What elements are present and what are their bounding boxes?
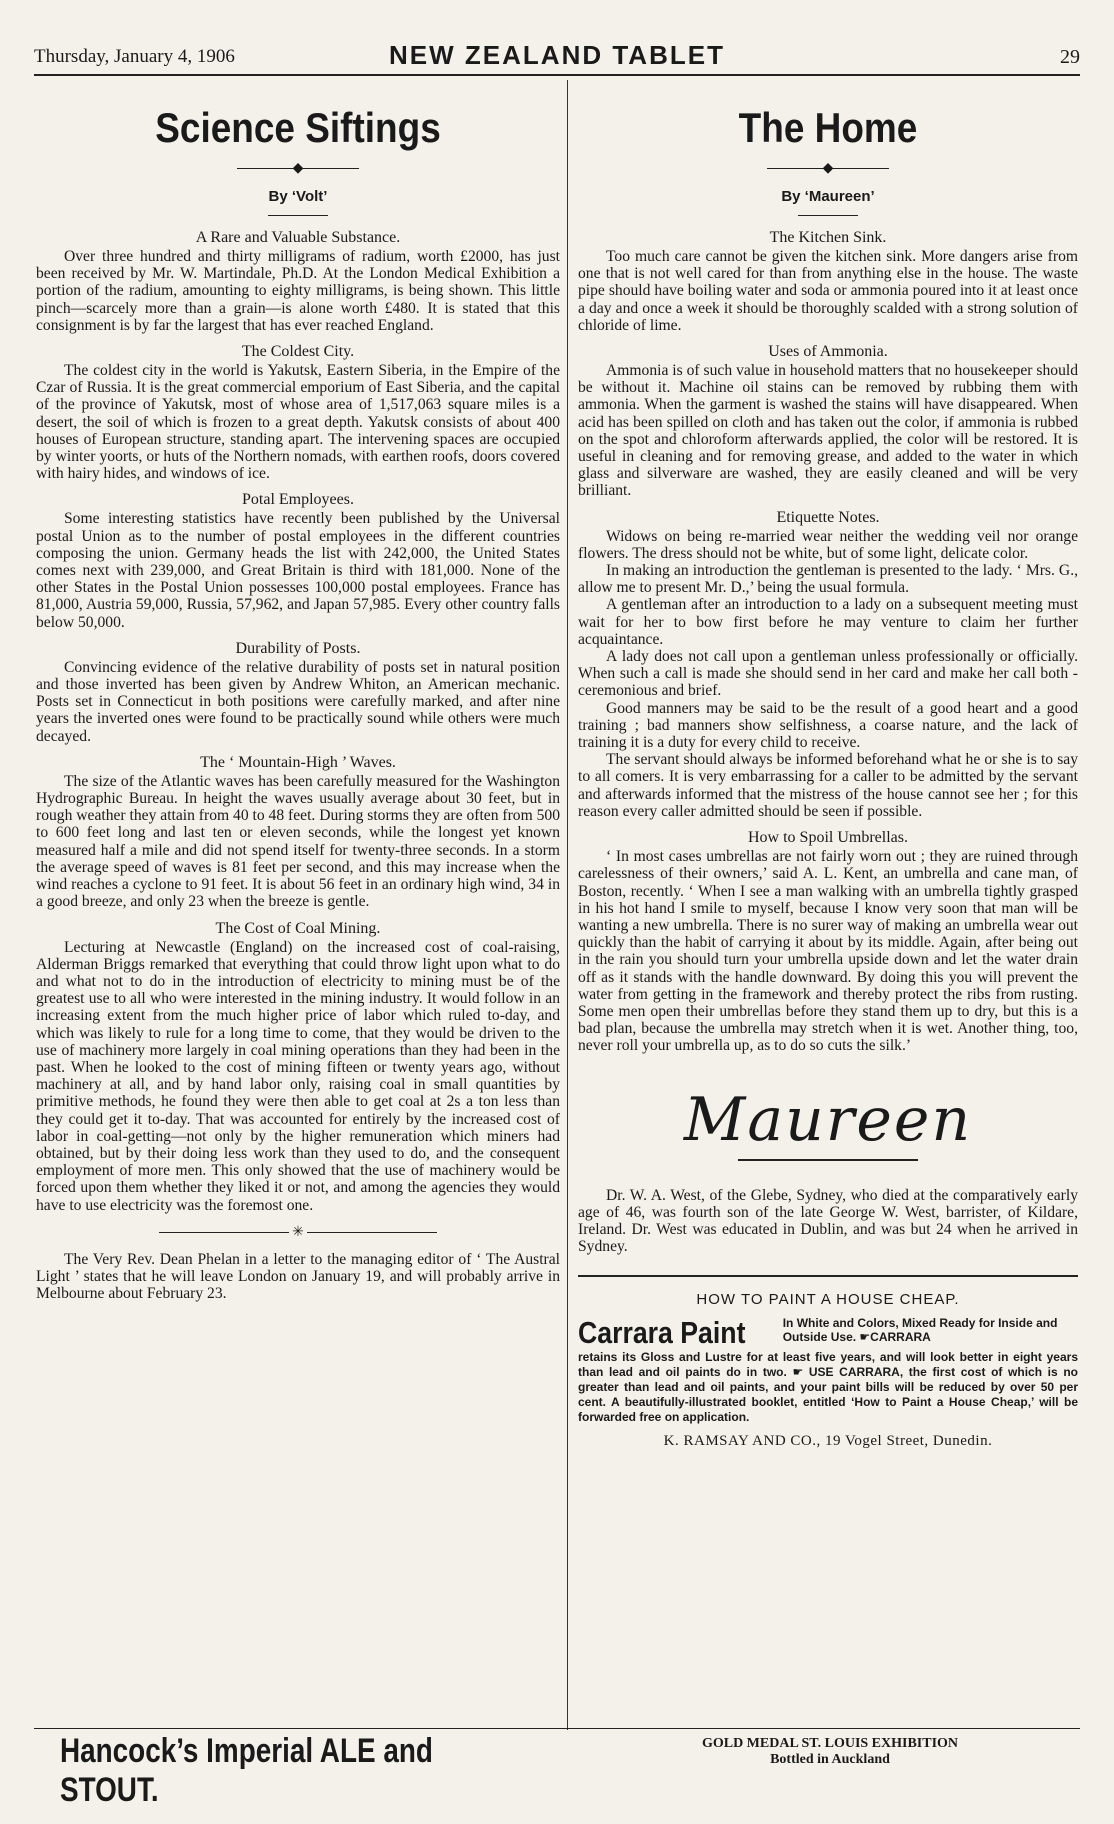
footer-bottled-line: Bottled in Auckland — [770, 1752, 890, 1767]
byline-rule — [798, 215, 858, 216]
article-section — [36, 490, 560, 630]
obituary-note: Dr. W. A. West, of the Glebe, Sydney, who died at the comparatively early age of 46, was fourth son of the late George W. West, barrister, of Kildare, Ireland. Dr. West was educated in Dublin, and was but 24 when he arrived in Sydney. — [578, 1186, 1078, 1256]
article-section — [36, 342, 560, 482]
footer-ale-ad: Hancock’s Imperial ALE and STOUT. — [60, 1732, 433, 1809]
article-section — [36, 753, 560, 911]
section-paragraph: ‘ In most cases umbrellas are not fairly worn out ; they are ruined through carelessness of their owners,’ said A. L. Kent, an umbrella and cane man, of Boston, recently. ‘ When I see a man walking with an umbrella tightly grasped in his hot hand I smile to myself, because I know very soon that man will be wanting a new umbrella. There is no surer way of making an umbrella wear out quickly than the habit of carrying it about by its middle. Again, after being out in the rain you should turn your umbrella upside down and let the water drain off as it stands with the handle downward. By doing this you will prevent the water from getting in the framework and thereby protect the ribs from rusting. Some men open their umbrellas before they stand them up to dry, but this is a bad plan, because the umbrella may stretch when it is wet. Another thing, too, never roll your umbrella up, as to do so cuts the silk.’ — [578, 848, 1078, 1055]
ad-body: retains its Gloss and Lustre for at least five years, and will look better in eight years than lead and oil paints do in two. ☛ USE CARRARA, the first cost of which is no greater than lead and oil paints, and your paint bills will be reduced by over 50 per cent. A beautifully-illustrated booklet, entitled ‘How to Paint a House Cheap,’ will be forwarded free on application. — [578, 1350, 1078, 1425]
page-header — [34, 40, 1080, 76]
byline: By ‘Volt’ — [268, 188, 328, 205]
byline: By ‘Maureen’ — [781, 188, 875, 205]
science-column — [36, 80, 560, 1302]
article-section — [36, 228, 560, 334]
diamond-icon: ◆ — [822, 161, 834, 176]
masthead: NEW ZEALAND TABLET — [389, 40, 725, 70]
footer-exhibition — [600, 1736, 1060, 1768]
section-paragraph: Too much care cannot be given the kitchen sink. More dangers arise from one that is not well cared for than from anything else in the house. The waste pipe should have boiling water and soda or ammonia poured into it at least once a day and once a week it should be thoroughly scalded with a strong solution of chloride of lime. — [578, 248, 1078, 334]
article-section — [578, 342, 1078, 500]
section-heading: Etiquette Notes. — [776, 508, 880, 526]
article-section — [578, 228, 1078, 334]
star-icon: ✳ — [292, 1224, 304, 1240]
section-paragraph: A lady does not call upon a gentleman unless professionally or officially. When such a call is made she should send in her card and make her call both - ceremonious and brief. — [578, 648, 1078, 700]
section-heading: Potal Employees. — [242, 491, 354, 509]
section-paragraph: Some interesting statistics have recently been published by the Universal postal Union as to the number of postal employees in the different countries composing the union. Germany heads the list with 242,000, the United States comes next with 239,000, and Great Britain is third with 181,000. None of the other States in the Postal Union possesses 100,000 postal employees. France has 81,000, Austria 59,000, Russia, 57,962, and Japan 57,985. Every other country falls below 50,000. — [36, 510, 560, 631]
footer-rule — [34, 1728, 1080, 1729]
section-paragraph: The size of the Atlantic waves has been carefully measured for the Washington Hydrographic Bureau. In height the waves usually average about 30 feet, but in rough weather they attain from 40 to 48 feet. During storms they are often from 500 to 600 feet long and last ten or eleven seconds, while the longest yet known measured half a mile and did not spend itself for twenty-three seconds. In a storm the average speed of waves is 81 feet per second, and this may increase when the wind reaches a cyclone to 91 feet. It is about 56 feet in an ordinary high wind, 34 in a good breeze, and only 23 when the breeze is gentle. — [36, 772, 560, 911]
section-paragraph: Convincing evidence of the relative durability of posts set in natural position and those inverted has been given by Andrew Whiton, an American mechanic. Posts set in Connecticut in both positions were carefully marked, and after nine years the inverted ones were found to be practically sound while others were much decayed. — [36, 658, 560, 745]
footer-exhibition-line: GOLD MEDAL ST. LOUIS EXHIBITION — [701, 1736, 959, 1751]
section-paragraph: The coldest city in the world is Yakutsk, Eastern Siberia, in the Empire of the Czar of Russia. It is the great commercial emporium of East Siberia, and the capital of the province of Yakutsk, most of whose area of 1,517,063 square miles is a desert, the soil of which is frozen to a great depth. Yakutsk consists of about 400 houses of European structure, standing apart. The intervening spaces are occupied by winter yoorts, or huts of the Northern nomads, with earthen roofs, doors covered with hairy hides, and windows of ice. — [36, 362, 560, 483]
section-paragraph: Widows on being re-married wear neither the wedding veil nor orange flowers. The dress should not be white, but of some light, delicate color. — [578, 527, 1078, 562]
section-heading: The Cost of Coal Mining. — [215, 919, 381, 937]
section-paragraph: A gentleman after an introduction to a lady on a subsequent meeting must wait for her to bow first before he may venture to claim her further acquaintance. — [578, 596, 1078, 648]
title-ornament — [578, 162, 1078, 176]
byline-rule — [268, 215, 328, 216]
signature-underline — [738, 1159, 918, 1161]
ad-headline: HOW TO PAINT A HOUSE CHEAP. — [696, 1291, 960, 1309]
column-title: Science Siftings — [155, 104, 441, 151]
section-paragraph: Good manners may be said to be the result of a good heart and a good training ; bad manners show selfishness, a coarse nature, and the lack of training it is a duty for every child to receive. — [578, 699, 1078, 752]
ad-side-text: In White and Colors, Mixed Ready for Inside and Outside Use. ☛CARRARA — [782, 1316, 1058, 1345]
section-heading: Uses of Ammonia. — [768, 343, 888, 361]
article-section — [578, 828, 1078, 1054]
paint-advertisement — [578, 1275, 1078, 1450]
section-paragraph: Lecturing at Newcastle (England) on the increased cost of coal-raising, Alderman Briggs remarked that everything that could throw light upon what to do and what not to do in the introduction of electricity to mining must be of the greatest use to all who were interested in the mining industry. It would follow in an increasing extent from the much higher price of labor which ruled to-day, and which was likely to rule for a long time to come, that they would be driven to the use of machinery more largely in coal mining operations than they had been in the past. When he looked to the cost of mining fifteen or twenty years ago, without machinery at all, and by hand labor only, raising coal in small quantities by primitive methods, he found they were then able to get coal at 2s a ton less than they could get it to-day. That was accounted for entirely by the increased cost of labor in coal-getting—not only by the higher remuneration which miners had obtained, but by their doing less work than they used to do, and the consequent employment of more men. This only showed that the use of machinery would be forced upon them whether they liked it or not, and among the agencies they would have to use electricity was the foremost one. — [36, 938, 560, 1214]
article-section — [36, 919, 560, 1214]
section-heading: A Rare and Valuable Substance. — [195, 229, 401, 246]
section-heading: The Coldest City. — [241, 343, 355, 361]
ad-firm: K. RAMSAY AND CO., 19 Vogel Street, Dunedin. — [663, 1433, 993, 1450]
section-paragraph: Ammonia is of such value in household matters that no housekeeper should be without it. Machine oil stains can be removed by rubbing them with ammonia. When the garment is washed the stains will have disappeared. When acid has been spilled on cloth and has taken out the color, if ammonia is rubbed on the spot and chloroform afterwards applied, the color will be restored. It is useful in cleaning and for removing grease, and added to the water in which glass and silverware are washed, they are easily cleaned and will be very brilliant. — [578, 362, 1078, 500]
article-section — [36, 639, 560, 745]
ad-brand: Carrara Paint — [578, 1315, 746, 1351]
section-paragraph: Over three hundred and thirty milligrams of radium, worth £2000, has just been received by Mr. W. Martindale, Ph.D. At the London Medical Exhibition a portion of the radium, amounting to eighty milligrams, is being shown. This little pinch—scarcely more than a grain—is alone worth £480. It is stated that this consignment is by far the largest that has ever reached England. — [36, 248, 560, 334]
page-number: 29 — [1060, 46, 1080, 68]
title-ornament — [36, 162, 560, 176]
section-paragraph: The servant should always be informed beforehand what he or she is to say to all comers. It is very embarrassing for a caller to be admitted by the servant and afterwards informed that the mistress of the house cannot see her ; for this reason every caller admitted should be seen if possible. — [578, 751, 1078, 820]
ad-brand-row — [578, 1316, 1078, 1350]
section-heading: How to Spoil Umbrellas. — [748, 829, 908, 847]
column-title: The Home — [738, 104, 918, 151]
section-paragraph: In making an introduction the gentleman is presented to the lady. ‘ Mrs. G., allow me to present Mr. D.,’ being the usual formula. — [578, 562, 1078, 597]
section-divider — [36, 1224, 560, 1241]
section-heading: Durability of Posts. — [235, 639, 361, 657]
issue-date: Thursday, January 4, 1906 — [34, 46, 235, 67]
diamond-icon: ◆ — [292, 161, 304, 176]
home-column — [578, 80, 1078, 1450]
closing-note: The Very Rev. Dean Phelan in a letter to the managing editor of ‘ The Austral Light ’ states that he will leave London on January 19, and will probably arrive in Melbourne about February 23. — [36, 1250, 560, 1303]
signature: Maureen — [683, 1084, 973, 1155]
section-heading: The ‘ Mountain-High ’ Waves. — [200, 753, 396, 771]
article-section — [578, 508, 1078, 820]
column-divider — [567, 80, 568, 1730]
section-heading: The Kitchen Sink. — [769, 229, 887, 246]
